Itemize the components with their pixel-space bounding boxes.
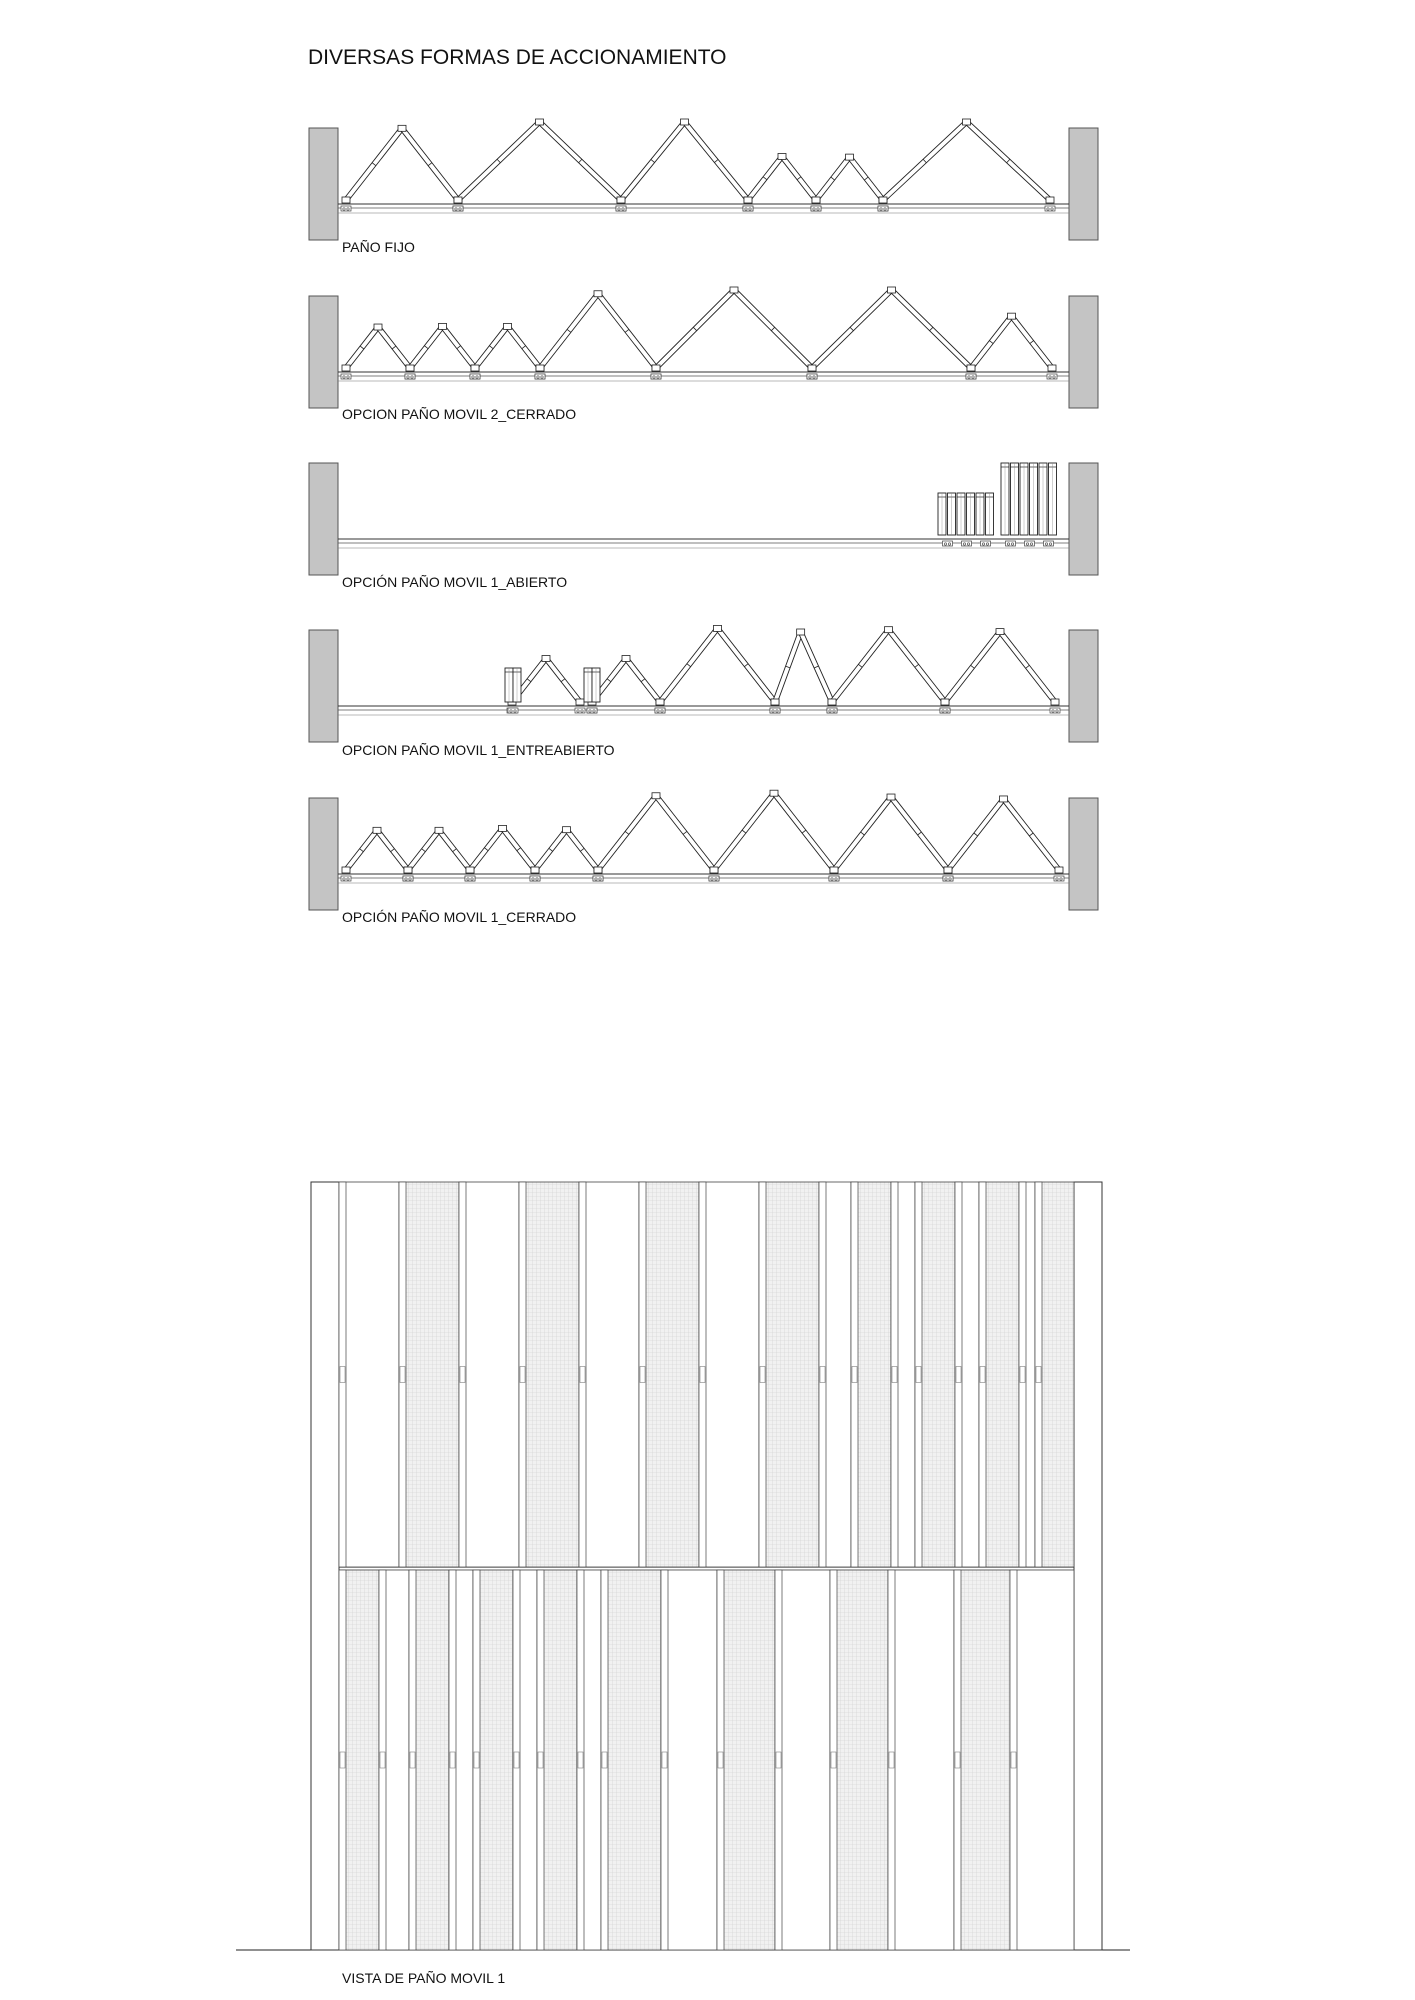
hinge bbox=[563, 827, 571, 833]
hinge bbox=[342, 365, 350, 371]
hinge bbox=[580, 1367, 585, 1383]
hinge bbox=[718, 1752, 723, 1768]
trolley bbox=[508, 708, 518, 713]
hinge bbox=[380, 1752, 385, 1768]
hinge bbox=[888, 287, 896, 293]
hinge bbox=[342, 197, 350, 203]
trolley bbox=[575, 708, 585, 713]
section-movil-1-abierto bbox=[309, 463, 1098, 590]
left-column bbox=[311, 1182, 339, 1950]
hinge bbox=[955, 1752, 960, 1768]
hinge bbox=[1051, 699, 1059, 705]
label-pano-fijo: PAÑO FIJO bbox=[342, 239, 415, 255]
trolley bbox=[1054, 876, 1064, 881]
mesh-panel bbox=[639, 1182, 699, 1567]
sheet-title: DIVERSAS FORMAS DE ACCIONAMIENTO bbox=[308, 46, 727, 69]
hinge bbox=[1020, 1367, 1025, 1383]
hinge bbox=[830, 867, 838, 873]
plain-panel bbox=[1010, 1570, 1074, 1950]
left-wall bbox=[309, 630, 338, 742]
hinge bbox=[450, 1752, 455, 1768]
trolley bbox=[1025, 541, 1035, 546]
hinge bbox=[963, 119, 971, 125]
trolley bbox=[470, 374, 480, 379]
hinge bbox=[340, 1752, 345, 1768]
section-pano-fijo bbox=[309, 119, 1098, 255]
hinge bbox=[1000, 796, 1008, 802]
hinge bbox=[536, 119, 544, 125]
hinge bbox=[1011, 1752, 1016, 1768]
hinge bbox=[887, 794, 895, 800]
plain-panel bbox=[339, 1182, 399, 1567]
hinge bbox=[602, 1752, 607, 1768]
mesh-panel bbox=[830, 1570, 888, 1950]
plain-panel bbox=[579, 1182, 639, 1567]
hinge bbox=[374, 324, 382, 330]
hinge bbox=[640, 1367, 645, 1383]
hinge bbox=[714, 625, 722, 631]
hinge bbox=[622, 655, 630, 661]
hinge bbox=[797, 629, 805, 635]
hinge bbox=[439, 323, 447, 329]
left-wall bbox=[309, 296, 338, 408]
hinge bbox=[542, 655, 550, 661]
trolley bbox=[811, 206, 821, 211]
trolley bbox=[940, 708, 950, 713]
hinge bbox=[466, 867, 474, 873]
mesh-panel bbox=[717, 1570, 775, 1950]
trolley bbox=[616, 206, 626, 211]
mesh-panel bbox=[759, 1182, 819, 1567]
hinge bbox=[889, 1752, 894, 1768]
trolley bbox=[655, 708, 665, 713]
trolley bbox=[743, 206, 753, 211]
hinge bbox=[770, 790, 778, 796]
hinge bbox=[400, 1367, 405, 1383]
mesh-panel bbox=[399, 1182, 459, 1567]
hinge bbox=[1048, 365, 1056, 371]
hinge bbox=[342, 867, 350, 873]
hinge bbox=[406, 365, 414, 371]
mesh-panel bbox=[954, 1570, 1010, 1950]
hinge bbox=[662, 1752, 667, 1768]
trolley bbox=[878, 206, 888, 211]
trolley bbox=[341, 876, 351, 881]
hinge bbox=[435, 827, 443, 833]
section-movil-1-entreabierto bbox=[309, 625, 1098, 758]
left-wall bbox=[309, 798, 338, 910]
hinge bbox=[681, 119, 689, 125]
hinge bbox=[846, 154, 854, 160]
hinge bbox=[808, 365, 816, 371]
left-wall bbox=[309, 463, 338, 575]
hinge bbox=[652, 365, 660, 371]
hinge bbox=[460, 1367, 465, 1383]
hinge bbox=[956, 1367, 961, 1383]
hinge bbox=[710, 867, 718, 873]
trolley bbox=[1045, 206, 1055, 211]
hinge bbox=[1036, 1367, 1041, 1383]
plain-panel bbox=[888, 1570, 954, 1950]
section-movil-1-cerrado bbox=[309, 790, 1098, 925]
trolley bbox=[966, 374, 976, 379]
trolley bbox=[1050, 708, 1060, 713]
hinge bbox=[700, 1367, 705, 1383]
hinge bbox=[454, 197, 462, 203]
hinge bbox=[852, 1367, 857, 1383]
trolley bbox=[962, 541, 972, 546]
plain-panel bbox=[699, 1182, 759, 1567]
trolley bbox=[593, 876, 603, 881]
mesh-panel bbox=[601, 1570, 661, 1950]
hinge bbox=[594, 867, 602, 873]
trolley bbox=[453, 206, 463, 211]
hinge bbox=[879, 197, 887, 203]
label-movil-2-cerrado: OPCION PAÑO MOVIL 2_CERRADO bbox=[342, 406, 577, 422]
trolley bbox=[535, 374, 545, 379]
hinge bbox=[776, 1752, 781, 1768]
trolley bbox=[465, 876, 475, 881]
label-movil-1-cerrado: OPCIÓN PAÑO MOVIL 1_CERRADO bbox=[342, 909, 577, 925]
section-movil-2-cerrado bbox=[309, 287, 1098, 422]
hinge bbox=[944, 867, 952, 873]
hinge bbox=[617, 197, 625, 203]
hinge bbox=[474, 1752, 479, 1768]
hinge bbox=[471, 365, 479, 371]
right-wall bbox=[1069, 128, 1098, 240]
hinge bbox=[340, 1367, 345, 1383]
trolley bbox=[403, 876, 413, 881]
hinge bbox=[398, 125, 406, 131]
plain-panel bbox=[459, 1182, 519, 1567]
right-wall bbox=[1069, 463, 1098, 575]
hinge bbox=[520, 1367, 525, 1383]
hinge bbox=[504, 323, 512, 329]
hinge bbox=[499, 825, 507, 831]
trolley bbox=[829, 876, 839, 881]
hinge bbox=[1008, 313, 1016, 319]
right-wall bbox=[1069, 798, 1098, 910]
trolley bbox=[341, 374, 351, 379]
hinge bbox=[410, 1752, 415, 1768]
trolley bbox=[651, 374, 661, 379]
hinge bbox=[656, 699, 664, 705]
trolley bbox=[770, 708, 780, 713]
hinge bbox=[536, 365, 544, 371]
trolley bbox=[1006, 541, 1016, 546]
hinge bbox=[744, 197, 752, 203]
label-vista-pano-movil: VISTA DE PAÑO MOVIL 1 bbox=[342, 1970, 506, 1986]
trolley bbox=[1047, 374, 1057, 379]
hinge bbox=[373, 827, 381, 833]
hinge bbox=[980, 1367, 985, 1383]
trolley bbox=[405, 374, 415, 379]
hinge bbox=[760, 1367, 765, 1383]
right-wall bbox=[1069, 296, 1098, 408]
trolley bbox=[827, 708, 837, 713]
hinge bbox=[831, 1752, 836, 1768]
hinge bbox=[652, 793, 660, 799]
trolley bbox=[943, 541, 953, 546]
trolley bbox=[981, 541, 991, 546]
hinge bbox=[892, 1367, 897, 1383]
hinge bbox=[576, 699, 584, 705]
hinge bbox=[778, 153, 786, 159]
hinge bbox=[828, 699, 836, 705]
mesh-panel bbox=[519, 1182, 579, 1567]
trolley bbox=[807, 374, 817, 379]
hinge bbox=[885, 627, 893, 633]
hinge bbox=[771, 699, 779, 705]
hinge bbox=[730, 287, 738, 293]
hinge bbox=[1046, 197, 1054, 203]
hinge bbox=[594, 291, 602, 297]
hinge bbox=[404, 867, 412, 873]
plain-panel bbox=[661, 1570, 717, 1950]
hinge bbox=[996, 629, 1004, 635]
trolley bbox=[709, 876, 719, 881]
hinge bbox=[941, 699, 949, 705]
plain-panel bbox=[775, 1570, 830, 1950]
trolley bbox=[1044, 541, 1054, 546]
hinge bbox=[812, 197, 820, 203]
right-wall bbox=[1069, 630, 1098, 742]
trolley bbox=[341, 206, 351, 211]
trolley bbox=[587, 708, 597, 713]
hinge bbox=[531, 867, 539, 873]
trolley bbox=[530, 876, 540, 881]
hinge bbox=[538, 1752, 543, 1768]
trolley bbox=[943, 876, 953, 881]
hinge bbox=[820, 1367, 825, 1383]
elevation-view bbox=[236, 1182, 1130, 1950]
hinge bbox=[916, 1367, 921, 1383]
left-wall bbox=[309, 128, 338, 240]
right-column bbox=[1074, 1182, 1102, 1950]
hinge bbox=[1055, 867, 1063, 873]
label-movil-1-entreabierto: OPCION PAÑO MOVIL 1_ENTREABIERTO bbox=[342, 742, 615, 758]
hinge bbox=[967, 365, 975, 371]
hinge bbox=[514, 1752, 519, 1768]
label-movil-1-abierto: OPCIÓN PAÑO MOVIL 1_ABIERTO bbox=[342, 574, 568, 590]
hinge bbox=[578, 1752, 583, 1768]
